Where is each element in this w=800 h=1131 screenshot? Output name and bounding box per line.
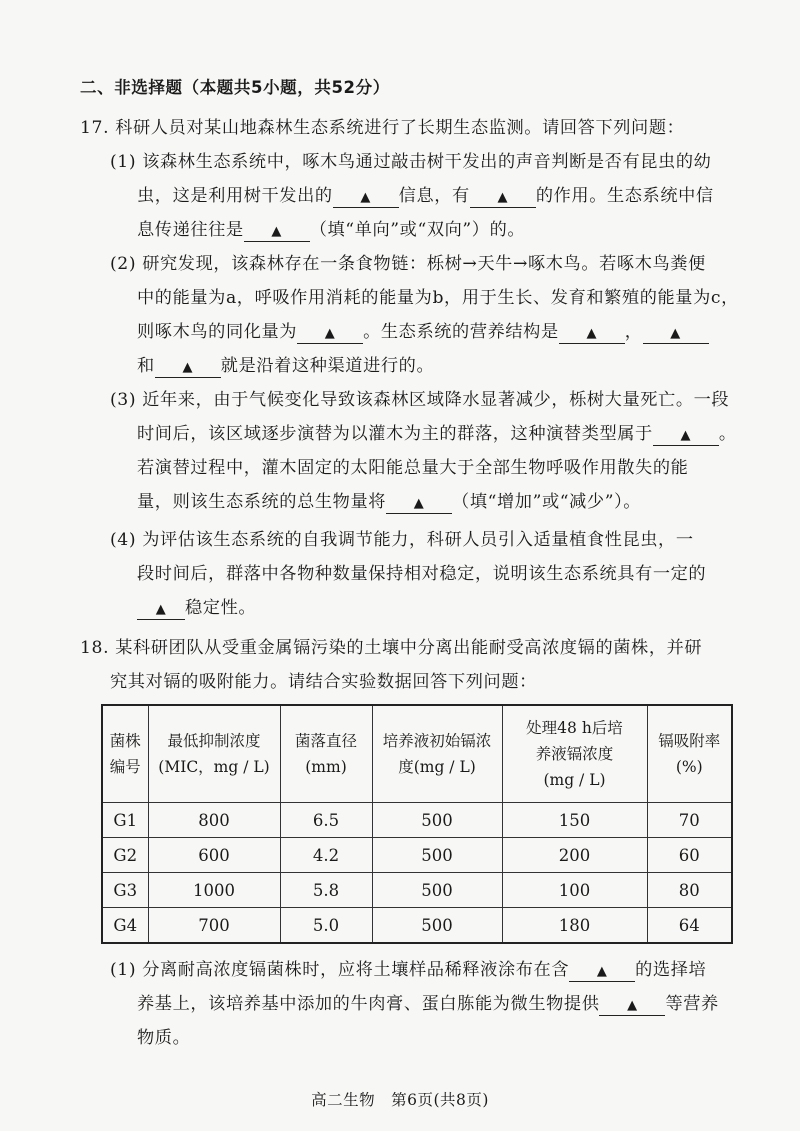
answer-blank[interactable] [569,961,635,982]
strain-data-table [101,704,733,944]
cell-rate: 60 [647,838,732,873]
table-row [102,908,732,944]
triangle-marker: ▲ [413,496,425,511]
triangle-marker: ▲ [627,998,638,1013]
cell-mic: 700 [148,908,280,944]
answer-blank[interactable] [386,493,452,514]
answer-blank[interactable] [137,599,185,620]
q17-p4-line3: ▲ 稳定性。 [137,597,256,620]
q17-p3-line4: 量，则该生态系统的总生物量将 ▲ （填“增加”或“减少”）。 [137,492,642,512]
answer-blank[interactable] [599,995,665,1016]
cell-mic: 800 [148,803,280,838]
triangle-marker: ▲ [360,190,371,205]
q18-p1-line2: 养基上，该培养基中添加的牛肉膏、蛋白胨能为微生物提供 ▲ 等营养 [137,994,719,1014]
answer-blank[interactable] [155,357,221,378]
triangle-marker: ▲ [670,326,681,341]
triangle-marker: ▲ [586,326,598,341]
cell-diameter: 5.0 [280,908,372,944]
triangle-marker: ▲ [324,326,336,341]
cell-diameter: 5.8 [280,873,372,908]
answer-blank[interactable] [470,187,536,208]
cell-rate: 70 [647,803,732,838]
cell-strain: G4 [102,908,148,944]
cell-after: 200 [502,838,647,873]
q17-p2-line4: 和 ▲ 就是沿着这种渠道进行的。 [137,356,435,376]
q17-p3-line3: 若演替过程中，灌木固定的太阳能总量大于全部生物呼吸作用散失的能 [137,458,689,478]
q18-intro-line1: 18. 某科研团队从受重金属镉污染的土壤中分离出能耐受高浓度镉的菌株，并研 [80,638,703,658]
header-colony-diameter: 菌落直径 (mm) [280,705,372,803]
page-footer: 高二生物 第6页(共8页) [311,1091,489,1109]
cell-strain: G2 [102,838,148,873]
table-row [102,838,732,873]
cell-rate: 64 [647,908,732,944]
cell-strain: G3 [102,873,148,908]
q17-p1-line2: 虫，这是利用树干发出的 ▲ 信息，有 ▲ 的作用。生态系统中信 [137,186,714,206]
header-strain-id: 菌株 编号 [102,705,148,803]
cell-after: 180 [502,908,647,944]
triangle-marker: ▲ [182,360,194,375]
table-row [102,873,732,908]
cell-initial: 500 [372,908,502,944]
cell-strain: G1 [102,803,148,838]
q18-p1-line3: 物质。 [137,1028,191,1048]
q17-p3-line1: (3) 近年来，由于气候变化导致该森林区域降水显著减少，栎树大量死亡。一段 [110,390,730,410]
answer-blank[interactable] [643,323,709,344]
answer-blank[interactable] [653,425,719,446]
header-mic: 最低抑制浓度 (MIC，mg / L) [148,705,280,803]
q17-p2-line1: (2) 研究发现，该森林存在一条食物链：栎树→天牛→啄木鸟。若啄木鸟粪便 [110,254,706,274]
q17-p2-line3: 则啄木鸟的同化量为 ▲ 。生态系统的营养结构是 ▲ ， ▲ [137,321,709,344]
section-title: 二、非选择题（本题共5小题，共52分） [80,78,390,97]
triangle-marker: ▲ [497,190,509,205]
answer-blank[interactable] [297,323,363,344]
q17-p1-line1: (1) 该森林生态系统中，啄木鸟通过敲击树干发出的声音判断是否有昆虫的幼 [110,152,712,172]
header-cd-after-48h: 处理48 h后培 养液镉浓度 (mg / L) [502,705,647,803]
triangle-marker: ▲ [680,428,692,443]
q17-p4-line2: 段时间后，群落中各物种数量保持相对稳定，说明该生态系统具有一定的 [137,564,707,584]
header-initial-cd: 培养液初始镉浓 度(mg / L) [372,705,502,803]
cell-mic: 600 [148,838,280,873]
cell-initial: 500 [372,803,502,838]
cell-after: 100 [502,873,647,908]
q17-intro: 17. 科研人员对某山地森林生态系统进行了长期生态监测。请回答下列问题： [80,118,685,138]
cell-mic: 1000 [148,873,280,908]
q17-p1-line3: 息传递往往是 ▲ （填“单向”或“双向”）的。 [137,220,526,240]
cell-initial: 500 [372,873,502,908]
cell-initial: 500 [372,838,502,873]
table-row [102,803,732,838]
answer-blank[interactable] [559,323,625,344]
cell-diameter: 4.2 [280,838,372,873]
cell-rate: 80 [647,873,732,908]
cell-after: 150 [502,803,647,838]
q17-p2-line2: 中的能量为a，呼吸作用消耗的能量为b，用于生长、发育和繁殖的能量为c， [137,288,739,308]
answer-blank[interactable] [244,221,310,242]
answer-blank[interactable] [333,187,399,208]
triangle-marker: ▲ [271,224,283,239]
cell-diameter: 6.5 [280,803,372,838]
q17-p4-line1: (4) 为评估该生态系统的自我调节能力，科研人员引入适量植食性昆虫，一 [110,530,694,550]
q18-intro-line2: 究其对镉的吸附能力。请结合实验数据回答下列问题： [110,672,537,692]
table-header-row [102,705,732,803]
triangle-marker: ▲ [155,602,167,617]
triangle-marker: ▲ [596,964,608,979]
q18-p1-line1: (1) 分离耐高浓度镉菌株时，应将土壤样品稀释液涂布在含 ▲ 的选择培 [110,960,707,980]
header-adsorption-rate: 镉吸附率 (%) [647,705,732,803]
q17-p3-line2: 时间后，该区域逐步演替为以灌木为主的群落，这种演替类型属于 ▲ 。 [137,424,737,444]
